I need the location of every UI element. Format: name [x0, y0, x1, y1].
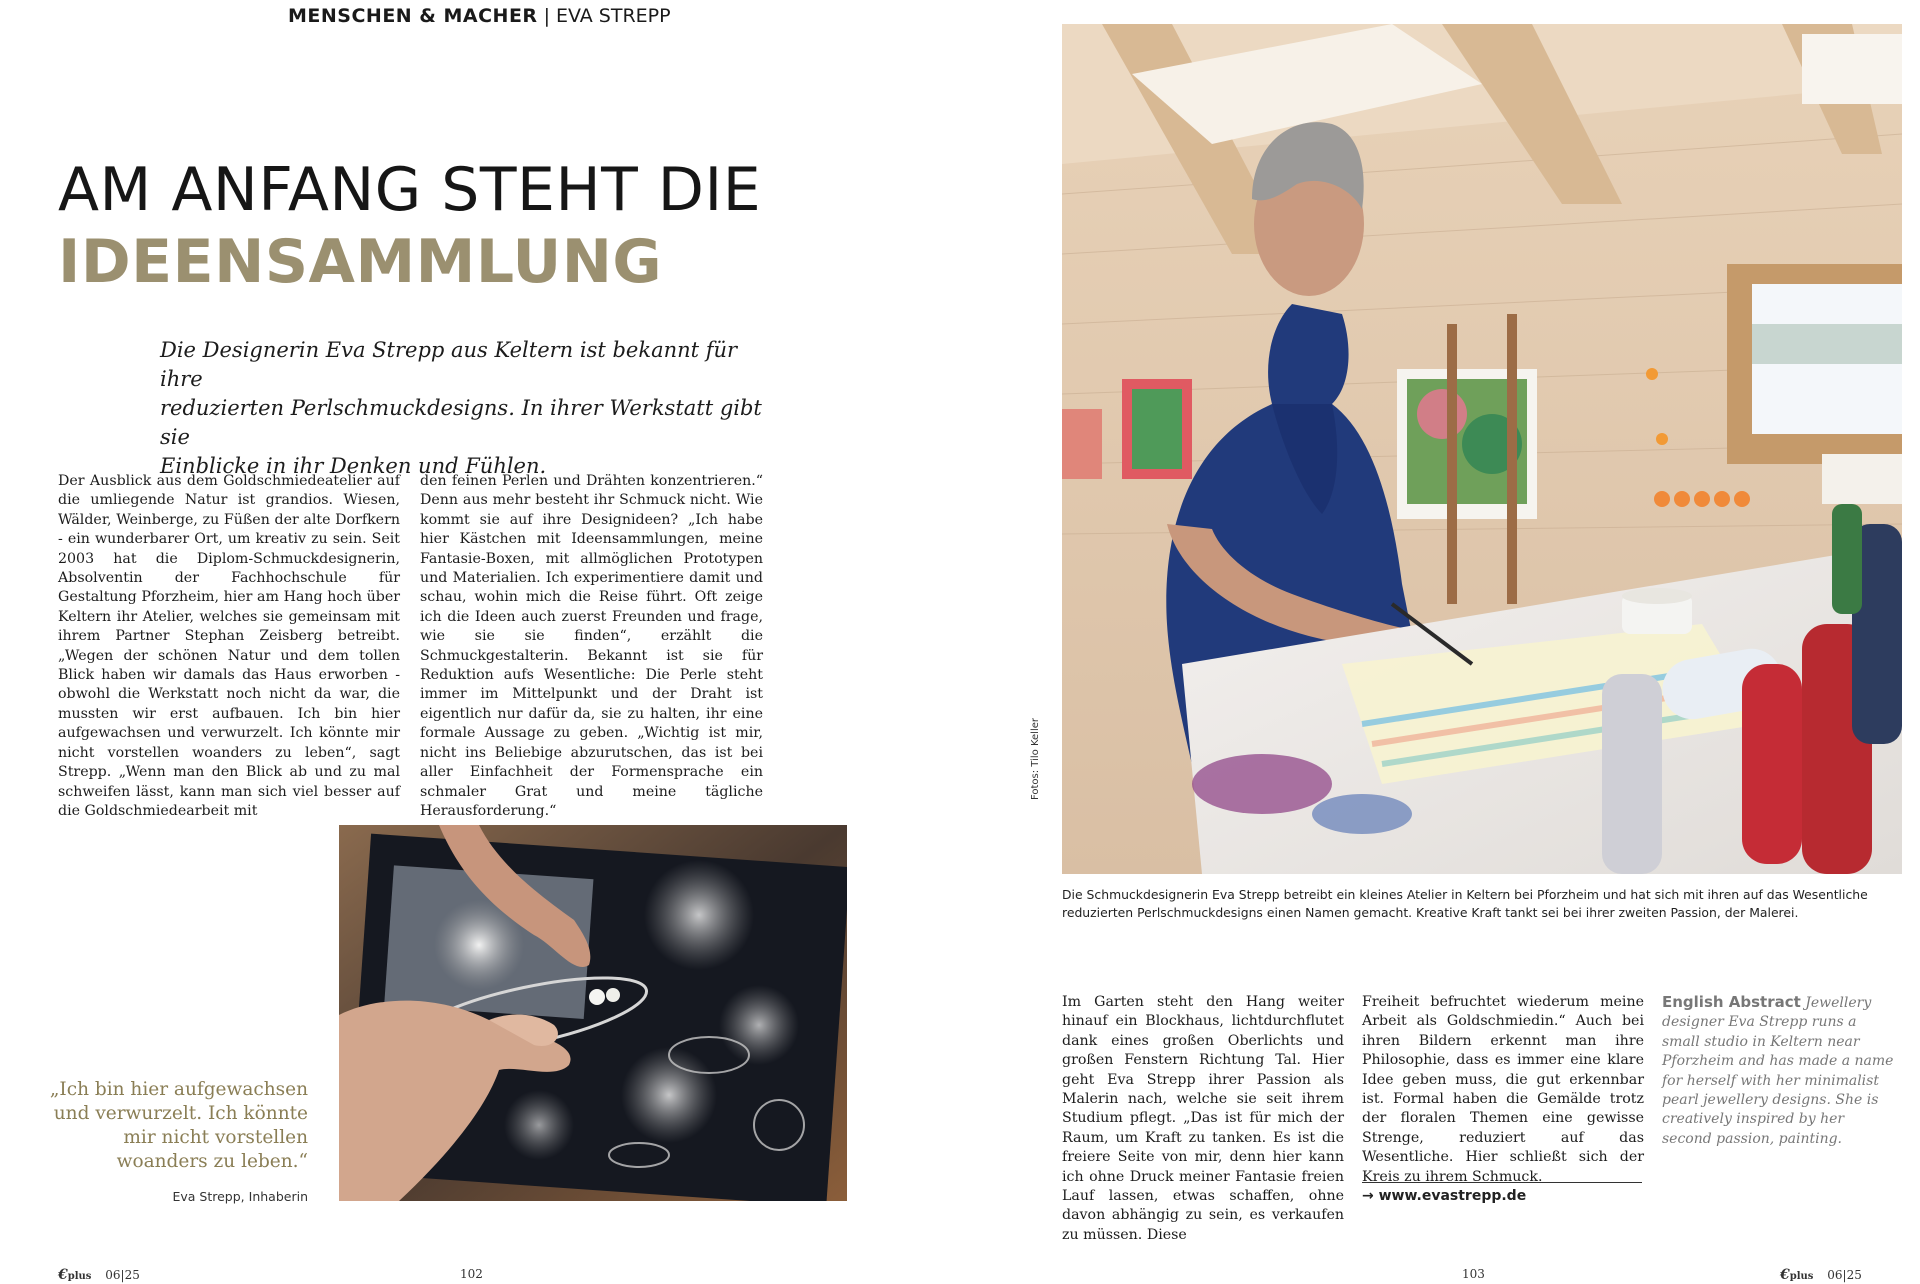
running-head	[288, 5, 671, 27]
magazine-logo-mark: €	[58, 1267, 68, 1283]
headline-line-2: IDEENSAMMLUNG	[58, 227, 663, 297]
abstract-text: Jewellery designer Eva Strepp runs a small studio in Keltern near Pforzheim and has made a name for herself with her minimalist pearl jewellery designs. She is creatively inspired by her second passion, painting.	[1662, 995, 1894, 1147]
footer-left	[58, 1267, 140, 1283]
section-divider: |	[543, 5, 550, 27]
quote-source	[40, 1189, 308, 1204]
headline-line-1: AM ANFANG STEHT DIE	[58, 155, 762, 225]
website-link[interactable]: → www.evastrepp.de	[1362, 1188, 1527, 1204]
section-label: MENSCHEN & MACHER	[288, 5, 538, 27]
abstract-title: English Abstract	[1662, 993, 1801, 1011]
body-column-2: den feinen Perlen und Drähten konzentrieren.“ Denn aus mehr besteht ihr Schmuck nicht. Wie kommt sie auf ihre Designideen? „Ich habe hier Kästchen mit Ideensammlungen, meine Fantasie-Boxen, mit allmöglichen Prototypen und Materialien. Ich experimentiere damit und schau, wohin mich die Reise führt. Oft zeige ich die Ideen auch zuerst Freunden und frage, wie sie sie finden“, erzählt die Schmuckgestalterin. Bekannt ist sie für Reduktion aufs Wesentliche: Die Perle steht immer im Mittelpunkt und der Draht ist eigentlich nur dafür da, sie zu halten, ihr eine formale Aussage zu geben. „Wichtig ist mir, nicht ins Beliebige abzurutschen, das ist bei aller Einfachheit der Formensprache ein schmaler Grat und meine tägliche Herausforderung.“	[420, 473, 763, 819]
quote-author: Eva Strepp,	[172, 1189, 245, 1204]
photo-caption: Die Schmuckdesignerin Eva Strepp betreibt ein kleines Atelier in Keltern bei Pforzheim und hat sich mit ihren auf das Wesentliche reduzierten Perlschmuckdesigns einen Namen gemacht. Kreative Kraft tankt sei bei ihrer zweiten Passion, der Malerei.	[1062, 887, 1868, 920]
magazine-logo	[58, 1267, 91, 1283]
lead-paragraph	[160, 336, 780, 481]
footer-right	[1780, 1267, 1862, 1283]
body-column-4: Freiheit befruchtet wiederum meine Arbeit als Goldschmiedin.“ Auch bei ihren Bildern erkennt man ihre Philosophie, dass es immer eine klare Idee geben muss, die gut erkennbar ist. Formal haben die Gemälde trotz der floralen Themen eine gewisse Strenge, reduziert auf das Wesentliche. Hier schließt sich der Kreis zu ihrem Schmuck.	[1362, 994, 1644, 1185]
english-abstract	[1662, 993, 1898, 1149]
jewellery-hands-photo-svg	[339, 825, 847, 1201]
magazine-logo-suffix: plus	[67, 1271, 92, 1282]
quote-role: Inhaberin	[248, 1189, 308, 1204]
link-divider	[1362, 1182, 1642, 1183]
section-person: EVA STREPP	[555, 5, 671, 27]
issue-number: 06|25	[105, 1268, 140, 1282]
magazine-logo	[1780, 1267, 1813, 1283]
magazine-logo-mark: €	[1780, 1267, 1790, 1283]
lead-line: Einblicke in ihr Denken und Fühlen.	[160, 454, 547, 478]
lead-line: Die Designerin Eva Strepp aus Keltern ist bekannt für ihre	[160, 338, 738, 391]
jewellery-hands-photo	[339, 825, 847, 1201]
issue-number: 06|25	[1827, 1268, 1862, 1282]
painting-atelier-photo-svg	[1062, 24, 1902, 874]
pull-quote: „Ich bin hier aufgewachsen und verwurzelt. Ich könnte mir nicht vorstellen woanders zu leben.“	[49, 1079, 308, 1172]
page-number-right: 103	[1462, 1267, 1485, 1281]
body-column-1: Der Ausblick aus dem Goldschmiedeatelier auf die umliegende Natur ist grandios. Wiesen, Wälder, Weinberge, zu Füßen der alte Dorfkern - ein wunderbarer Ort, um kreativ zu sein. Seit 2003 hat die Diplom-Schmuckdesignerin, Absolventin der Fachhochschule für Gestaltung Pforzheim, hier am Hang hoch über Keltern ihr Atelier, welches sie gemeinsam mit ihrem Partner Stephan Zeisberg betreibt. „Wegen der schönen Natur und dem tollen Blick haben wir damals das Haus erworben - obwohl die Werkstatt noch nicht da war, die mussten wir erst aufbauen. Ich bin hier aufgewachsen und verwurzelt. Ich könnte mir nicht vorstellen woanders zu leben“, sagt Strepp. „Wenn man den Blick ab und zu mal schweifen lässt, kann man sich viel besser auf die Goldschmiedearbeit mit	[58, 473, 400, 819]
magazine-logo-suffix: plus	[1789, 1271, 1814, 1282]
painting-atelier-photo	[1062, 24, 1902, 874]
body-column-3: Im Garten steht den Hang weiter hinauf ein Blockhaus, lichtdurchflutet dank eines großen Oberlichts und großen Fenstern Richtung Tal. Hier geht Eva Strepp ihrer Passion als Malerin nach, welche sie seit ihrem Studium pflegt. „Das ist für mich der Raum, um Kraft zu tanken. Es ist die freiere Seite von mir, denn hier kann ich ohne Druck meiner Fantasie freien Lauf lassen, etwas schaffen, ohne davon abhängig zu sein, es verkaufen zu müssen. Diese	[1062, 994, 1344, 1243]
headline	[58, 155, 762, 297]
lead-line: reduzierten Perlschmuckdesigns. In ihrer Werkstatt gibt sie	[160, 396, 762, 449]
page-number-left: 102	[460, 1267, 483, 1281]
photo-credit: Fotos: Tilo Keller	[1030, 718, 1041, 800]
